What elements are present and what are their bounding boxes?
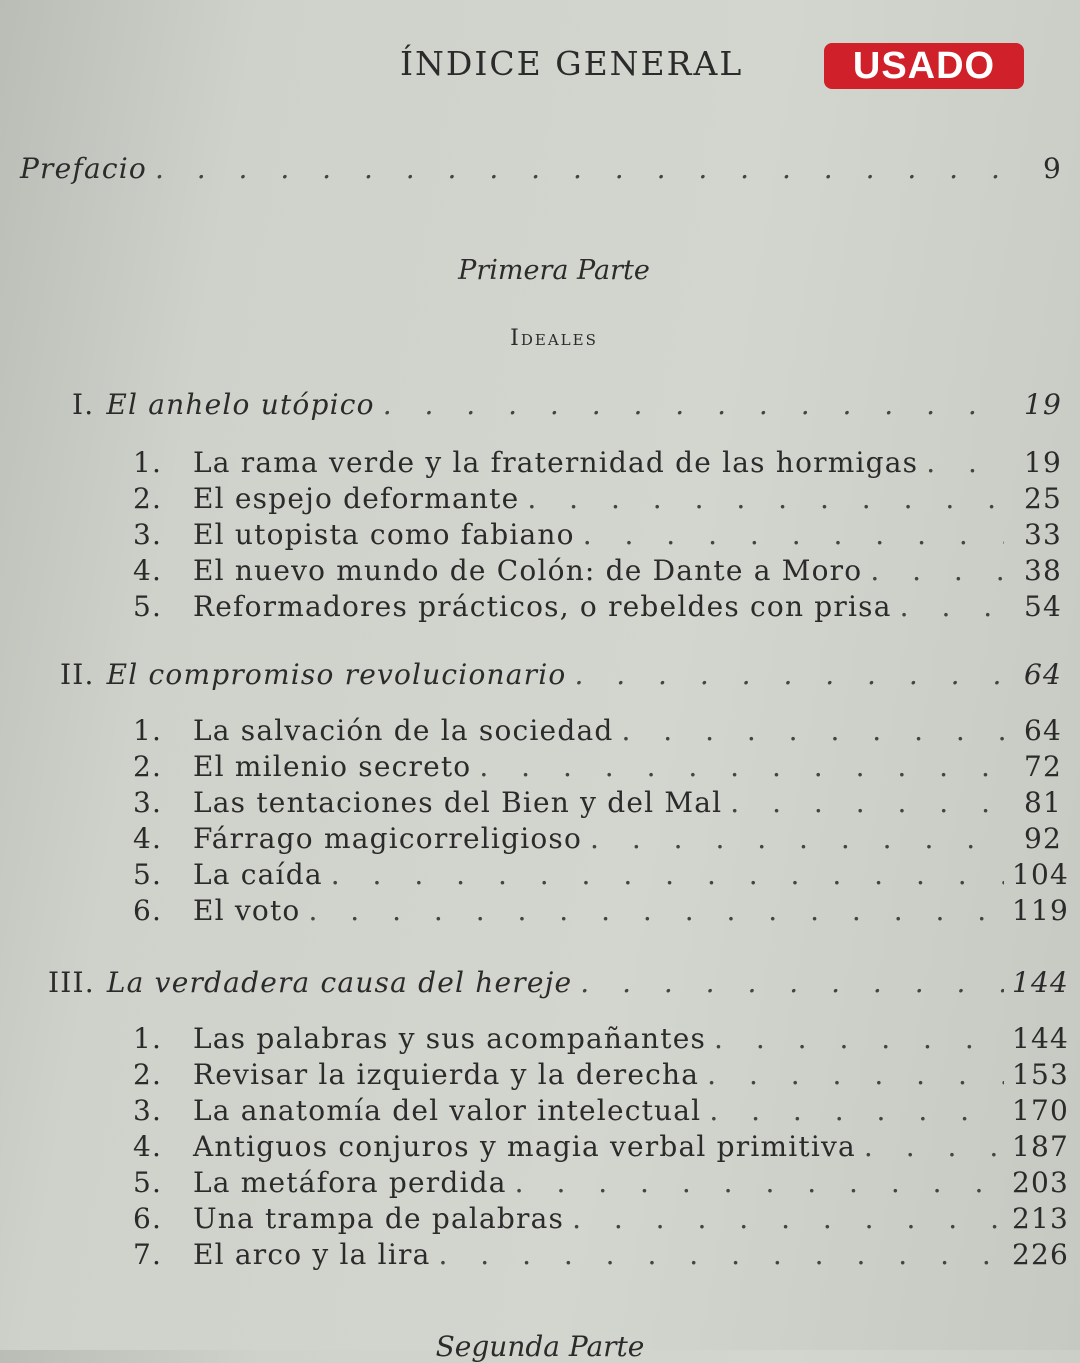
entry-number: 2.	[133, 482, 163, 515]
section-entry	[133, 714, 1062, 747]
entry-title: El nuevo mundo de Colón: de Dante a Moro	[193, 554, 863, 587]
section-entry	[133, 1130, 1070, 1163]
page-number: 64	[1023, 658, 1062, 691]
used-badge: USADO	[824, 43, 1024, 89]
entry-title: Revisar la izquierda y la derecha	[193, 1058, 700, 1091]
dot-leader	[621, 714, 1004, 747]
page-number: 54	[1023, 590, 1062, 623]
entry-title: El compromiso revolucionario	[106, 658, 567, 691]
entry-title: El utopista como fabiano	[193, 518, 575, 551]
entry-number: 6.	[133, 1202, 163, 1235]
section-entry	[133, 786, 1062, 819]
dot-leader	[864, 1130, 1004, 1163]
page-number: 226	[1012, 1238, 1070, 1271]
entry-title: La verdadera causa del hereje	[106, 966, 573, 999]
dot-leader	[383, 388, 1004, 421]
dot-leader	[308, 894, 1004, 927]
entry-number: 5.	[133, 590, 163, 623]
entry-number: 2.	[133, 750, 163, 783]
dot-leader	[580, 966, 1004, 999]
dot-leader	[730, 786, 1004, 819]
entry-number: 3.	[133, 518, 163, 551]
entry-title: Las palabras y sus acompañantes	[193, 1022, 707, 1055]
entry-title: Prefacio	[20, 152, 147, 185]
page-number: 72	[1023, 750, 1062, 783]
page-number: 38	[1023, 554, 1062, 587]
entry-number: 5.	[133, 858, 163, 891]
entry-number: II.	[60, 658, 95, 691]
dot-leader	[583, 518, 1004, 551]
page-number: 19	[1023, 388, 1062, 421]
dot-leader	[926, 446, 1004, 479]
entry-number: 1.	[133, 714, 163, 747]
entry-number: 3.	[133, 1094, 163, 1127]
page-title: ÍNDICE GENERAL	[400, 44, 744, 83]
section-entry	[133, 446, 1062, 479]
dot-leader	[574, 658, 1004, 691]
entry-title: El arco y la lira	[193, 1238, 431, 1271]
next-part-title: Segunda Parte	[435, 1330, 645, 1363]
section-entry	[133, 822, 1062, 855]
chapter-entry	[48, 966, 1070, 999]
entry-number: I.	[72, 388, 95, 421]
entry-number: 5.	[133, 1166, 163, 1199]
chapter-entry	[60, 658, 1062, 691]
page-number: 144	[1012, 966, 1070, 999]
entry-title: Fárrago magicorreligioso	[193, 822, 583, 855]
section-entry	[133, 554, 1062, 587]
page-number: 104	[1012, 858, 1070, 891]
entry-title: La rama verde y la fraternidad de las hormigas	[193, 446, 919, 479]
entry-number: 3.	[133, 786, 163, 819]
page-number: 64	[1023, 714, 1062, 747]
section-entry	[133, 1022, 1070, 1055]
dot-leader	[438, 1238, 1004, 1271]
section-entry	[133, 750, 1062, 783]
entry-number: 2.	[133, 1058, 163, 1091]
entry-title: Reformadores prácticos, o rebeldes con prisa	[193, 590, 892, 623]
entry-title: La metáfora perdida	[193, 1166, 507, 1199]
part-subtitle: Ideales	[510, 326, 598, 351]
section-entry	[133, 1166, 1070, 1199]
preface-entry	[20, 152, 1062, 185]
entry-number: 6.	[133, 894, 163, 927]
dot-leader	[331, 858, 1004, 891]
section-entry	[133, 894, 1070, 927]
entry-number: III.	[48, 966, 95, 999]
page-number: 92	[1023, 822, 1062, 855]
entry-title: La salvación de la sociedad	[193, 714, 614, 747]
page-number: 33	[1023, 518, 1062, 551]
dot-leader	[714, 1022, 1004, 1055]
section-entry	[133, 518, 1062, 551]
dot-leader	[709, 1094, 1004, 1127]
section-entry	[133, 1058, 1070, 1091]
page-number: 187	[1012, 1130, 1070, 1163]
entry-title: Las tentaciones del Bien y del Mal	[193, 786, 723, 819]
page-number: 203	[1012, 1166, 1070, 1199]
page-number: 119	[1012, 894, 1070, 927]
section-entry	[133, 1238, 1070, 1271]
entry-number: 4.	[133, 822, 163, 855]
page-number: 213	[1012, 1202, 1070, 1235]
entry-number: 1.	[133, 446, 163, 479]
entry-number: 7.	[133, 1238, 163, 1271]
page-number: 25	[1023, 482, 1062, 515]
section-entry	[133, 1094, 1070, 1127]
section-entry	[133, 858, 1070, 891]
section-entry	[133, 482, 1062, 515]
dot-leader	[527, 482, 1004, 515]
page-number: 170	[1012, 1094, 1070, 1127]
page-number: 9	[1042, 152, 1062, 185]
entry-title: El voto	[193, 894, 301, 927]
entry-title: El espejo deformante	[193, 482, 520, 515]
entry-title: El milenio secreto	[193, 750, 472, 783]
entry-title: La anatomía del valor intelectual	[193, 1094, 702, 1127]
dot-leader	[590, 822, 1004, 855]
section-entry	[133, 1202, 1070, 1235]
dot-leader	[155, 152, 1004, 185]
page-number: 144	[1012, 1022, 1070, 1055]
entry-number: 4.	[133, 554, 163, 587]
entry-title: Una trampa de palabras	[193, 1202, 565, 1235]
dot-leader	[515, 1166, 1004, 1199]
chapter-entry	[72, 388, 1062, 421]
page-number: 153	[1012, 1058, 1070, 1091]
dot-leader	[572, 1202, 1004, 1235]
dot-leader	[479, 750, 1004, 783]
dot-leader	[900, 590, 1004, 623]
entry-title: La caída	[193, 858, 323, 891]
entry-title: El anhelo utópico	[106, 388, 375, 421]
dot-leader	[707, 1058, 1004, 1091]
entry-title: Antiguos conjuros y magia verbal primitiva	[193, 1130, 856, 1163]
part-title: Primera Parte	[458, 255, 650, 286]
dot-leader	[870, 554, 1004, 587]
page-number: 81	[1023, 786, 1062, 819]
entry-number: 4.	[133, 1130, 163, 1163]
section-entry	[133, 590, 1062, 623]
entry-number: 1.	[133, 1022, 163, 1055]
page-number: 19	[1023, 446, 1062, 479]
